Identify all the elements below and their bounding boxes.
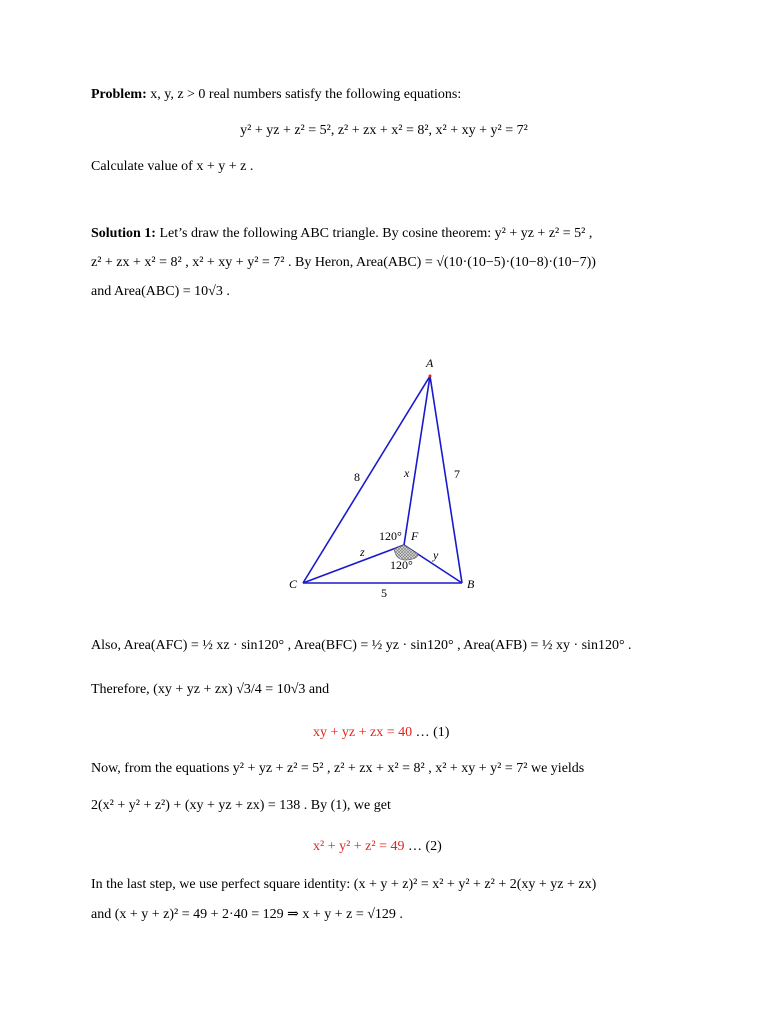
solution-label: Solution 1: [91, 226, 156, 241]
point-f-label: F [411, 529, 419, 543]
side-ab-label: 7 [454, 467, 460, 481]
vertex-a-dot [429, 375, 432, 378]
vertex-c-label: C [289, 577, 298, 591]
side-bc-label: 5 [381, 586, 387, 600]
equation-2 [313, 838, 442, 856]
problem-equations: y² + yz + z² = 5², z² + zx + x² = 8², x² + xy + y² = 7² [240, 123, 528, 138]
segment-cf [303, 545, 404, 583]
solution-line-2: z² + zx + x² = 8² , x² + xy + y² = 7² . By Heron, Area(ABC) = √(10·(10−5)·(10−8)·(10−7)) [91, 255, 596, 270]
equation-1 [313, 724, 449, 742]
vertex-a-label: A [426, 356, 434, 370]
segment-z-label: z [360, 545, 365, 559]
equation-2-tag: … (2) [408, 839, 442, 854]
therefore-line: Therefore, (xy + yz + zx) √3/4 = 10√3 and [91, 682, 330, 697]
vertex-b-label: B [467, 577, 475, 591]
equation-1-expr: xy + yz + zx = 40 [313, 725, 413, 740]
now-line-1: Now, from the equations y² + yz + z² = 5² , z² + zx + x² = 8² , x² + xy + y² = 7² we yields [91, 761, 585, 776]
problem-question: Calculate value of x + y + z . [91, 159, 254, 174]
segment-y-label: y [433, 548, 439, 562]
segment-af [404, 376, 430, 545]
last-line-1: In the last step, we use perfect square identity: (x + y + z)² = x² + y² + z² + 2(xy + yz + zx) [91, 877, 597, 892]
equation-2-expr: x² + y² + z² = 49 [313, 839, 405, 854]
segment-x-label: x [404, 466, 410, 480]
problem-label: Problem: [91, 87, 147, 102]
solution-line-3: and Area(ABC) = 10√3 . [91, 284, 230, 299]
now-line-2: 2(x² + y² + z²) + (xy + yz + zx) = 138 . By (1), we get [91, 798, 391, 813]
angle-top-label: 120° [379, 529, 402, 543]
last-line-2: and (x + y + z)² = 49 + 2·40 = 129 ⇒ x + y + z = √129 . [91, 907, 403, 922]
equation-1-tag: … (1) [415, 725, 450, 740]
solution-text-1: Let’s draw the following ABC triangle. By cosine theorem: y² + yz + z² = 5² , [159, 226, 593, 241]
side-ac-label: 8 [354, 470, 360, 484]
problem-statement: x, y, z > 0 real numbers satisfy the following equations: [150, 87, 462, 102]
areas-line: Also, Area(AFC) = ½ xz · sin120° , Area(BFC) = ½ yz · sin120° , Area(AFB) = ½ xy · sin120° . [91, 638, 632, 653]
angle-bottom-label: 120° [390, 558, 413, 572]
